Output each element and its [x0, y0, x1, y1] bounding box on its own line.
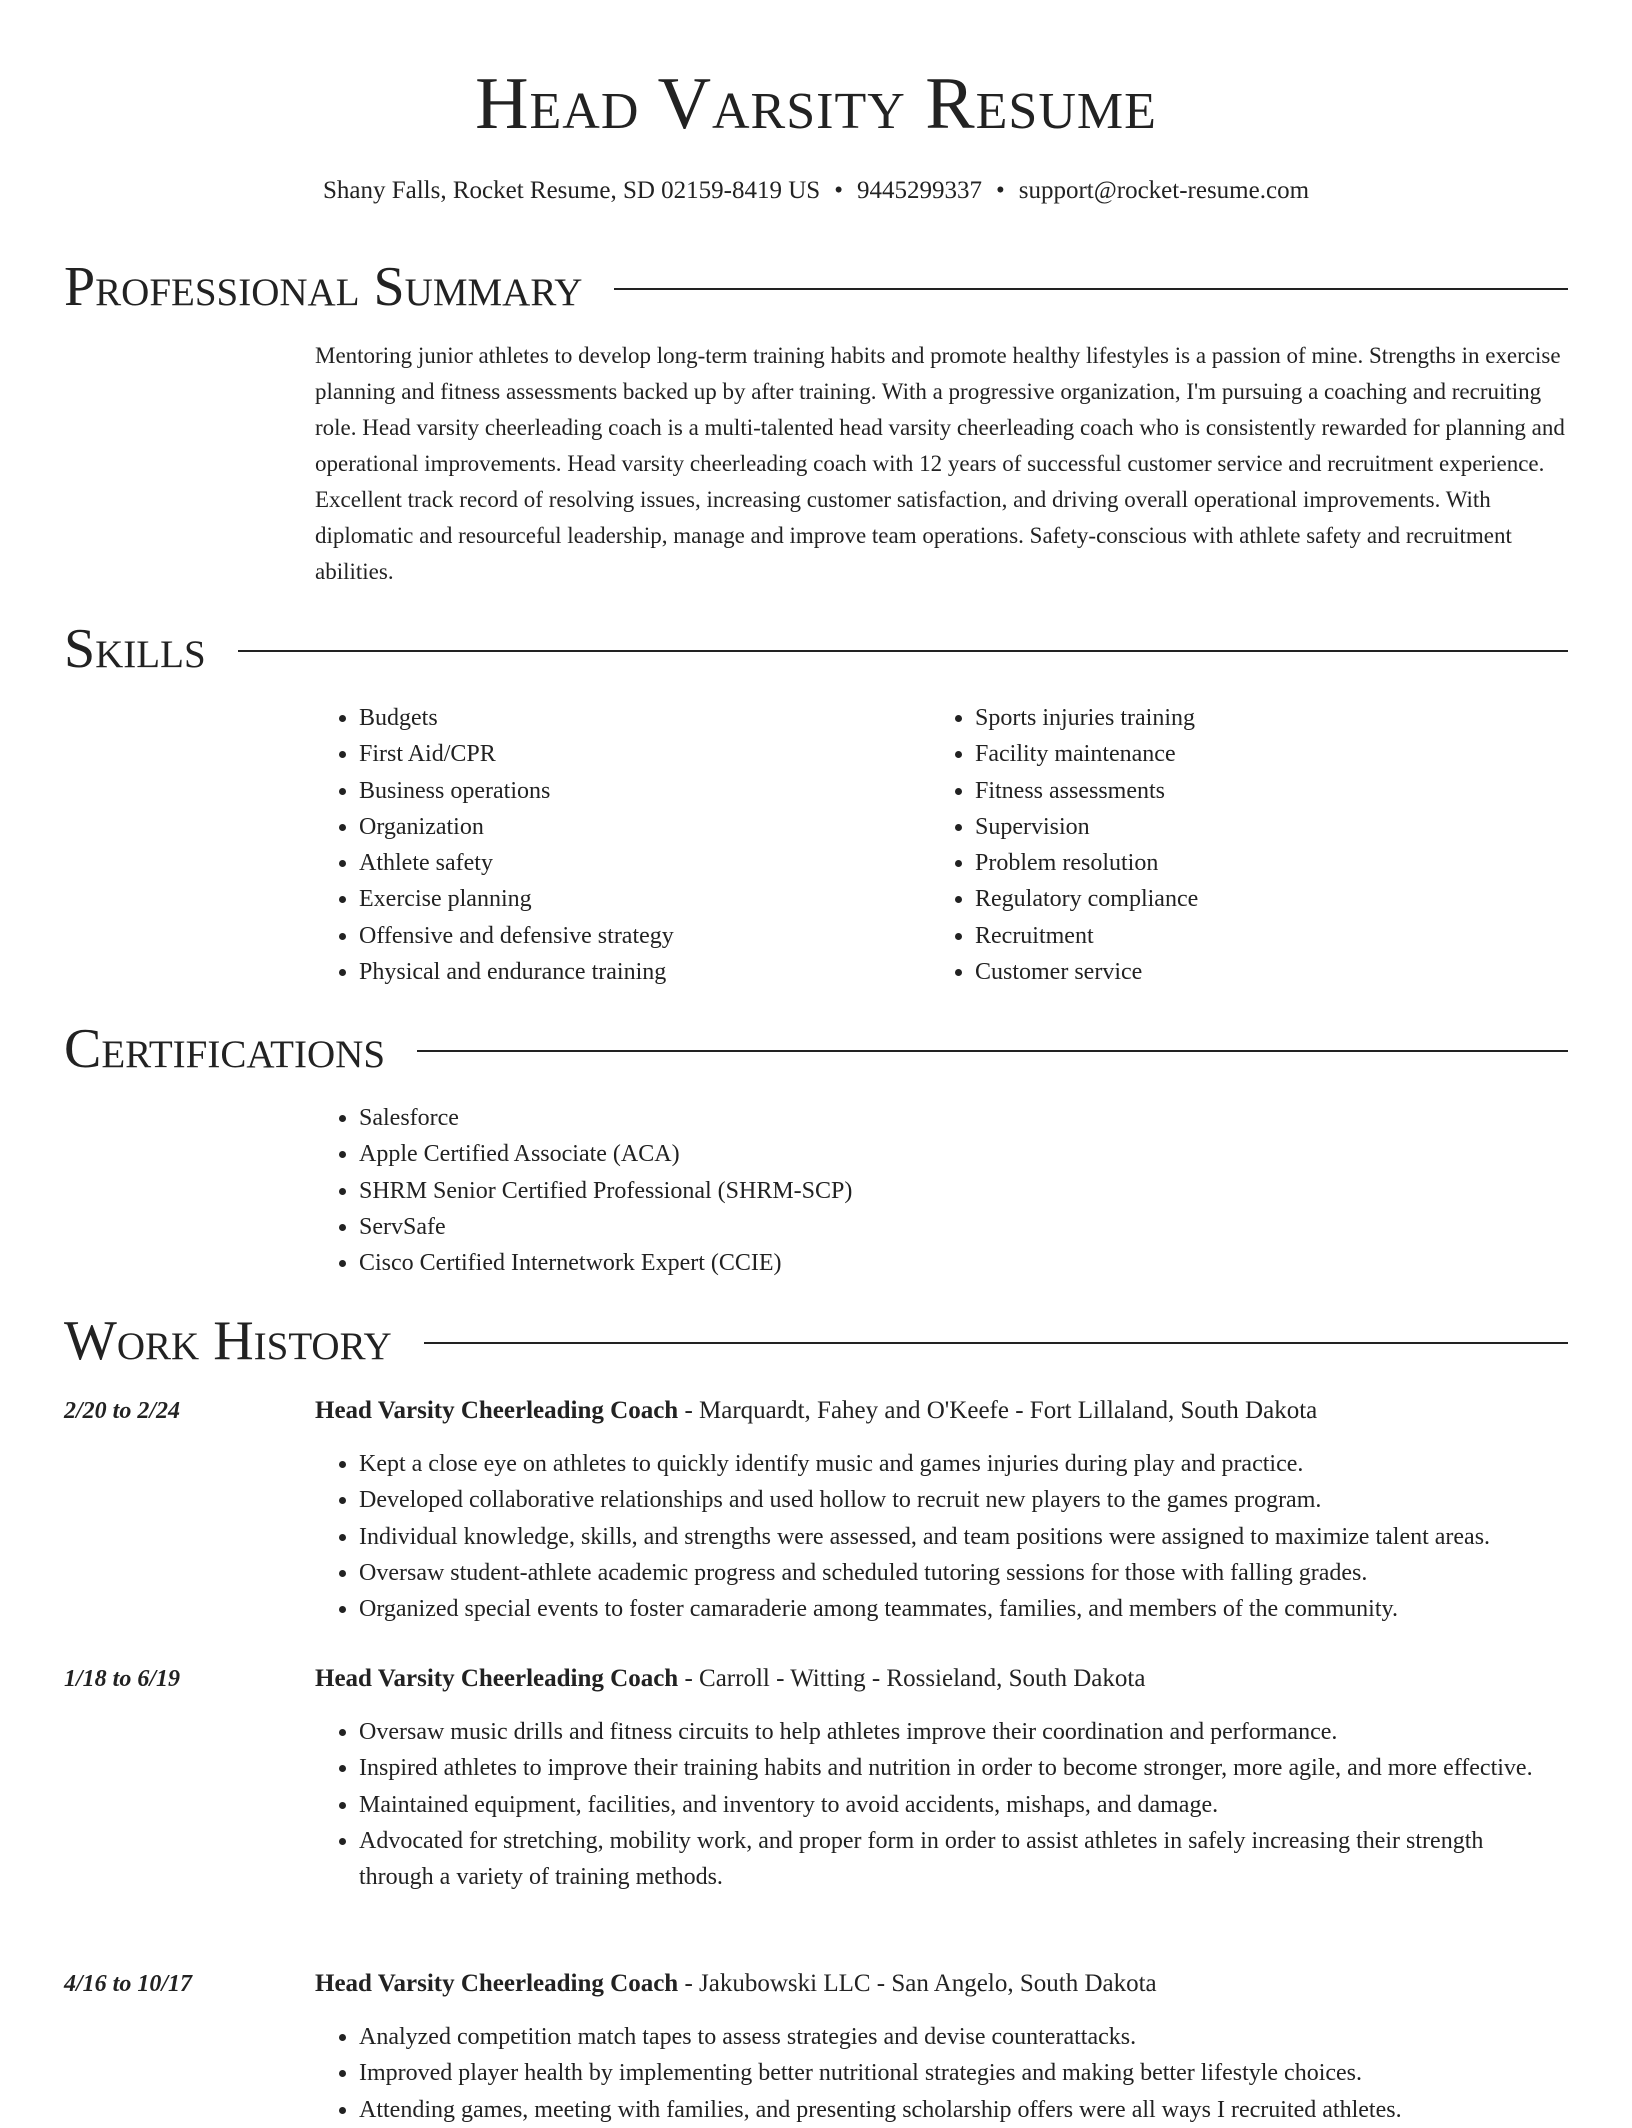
list-item: • Budgets: [359, 700, 915, 736]
email: support@rocket-resume.com: [1018, 177, 1310, 204]
job-role: Head Varsity Cheerleading Coach: [315, 1970, 679, 1997]
job-employer-location: - Jakubowski LLC - San Angelo, South Dakota: [678, 1970, 1157, 1997]
section-title: Skills: [64, 618, 206, 680]
certifications-list: [315, 1100, 1315, 1281]
resume-title: Head Varsity Resume: [475, 63, 1157, 145]
job-role: Head Varsity Cheerleading Coach: [315, 1665, 679, 1692]
list-item: • Physical and endurance training: [359, 954, 915, 990]
section-header-summary: [64, 256, 1568, 318]
list-item: • Advocated for stretching, mobility work, and proper form in order to assist athletes in safely increasing their strength through a variety of training methods.: [359, 1823, 1559, 1896]
list-item: • Offensive and defensive strategy: [359, 918, 915, 954]
list-item: • Customer service: [975, 954, 1531, 990]
section-title: Work History: [64, 1310, 392, 1372]
list-item: • Analyzed competition match tapes to assess strategies and devise counterattacks.: [359, 2019, 1559, 2055]
section-header-skills: [64, 618, 1568, 680]
work-title-line: [315, 1967, 1568, 2001]
list-item: • Oversaw student-athlete academic progress and scheduled tutoring sessions for those with falling grades.: [359, 1555, 1559, 1591]
section-divider: [424, 1342, 1568, 1344]
list-item: • Athlete safety: [359, 845, 915, 881]
list-item: • Developed collaborative relationships and used hollow to recruit new players to the games program.: [359, 1482, 1559, 1518]
list-item: • Cisco Certified Internetwork Expert (CCIE): [359, 1245, 1315, 1281]
address: Shany Falls, Rocket Resume, SD 02159-8419 US: [322, 177, 821, 204]
list-item: • Organization: [359, 809, 915, 845]
certifications-block: [315, 1100, 1315, 1281]
section-title: Professional Summary: [64, 256, 583, 318]
list-item: • ServSafe: [359, 1209, 1315, 1245]
section-divider: [417, 1050, 1568, 1052]
list-item: • Regulatory compliance: [975, 881, 1531, 917]
work-bullets: [315, 1446, 1559, 1627]
list-item: • Attending games, meeting with families, and presenting scholarship offers were all ways I recruited athletes.: [359, 2092, 1559, 2128]
section-header-work-history: [64, 1310, 1568, 1372]
list-item: • Kept a close eye on athletes to quickly identify music and games injuries during play and practice.: [359, 1446, 1559, 1482]
section-divider: [614, 288, 1568, 290]
list-item: • Sports injuries training: [975, 700, 1531, 736]
phone: 9445299337: [856, 177, 982, 204]
job-employer-location: - Marquardt, Fahey and O'Keefe - Fort Lillaland, South Dakota: [678, 1397, 1318, 1424]
list-item: • Supervision: [975, 809, 1531, 845]
list-item: • Salesforce: [359, 1100, 1315, 1136]
job-employer-location: - Carroll - Witting - Rossieland, South Dakota: [678, 1665, 1146, 1692]
list-item: • Individual knowledge, skills, and strengths were assessed, and team positions were assigned to maximize talent areas.: [359, 1519, 1559, 1555]
section-title: Certifications: [64, 1018, 386, 1080]
list-item: • Recruitment: [975, 918, 1531, 954]
summary-text: Mentoring junior athletes to develop long-term training habits and promote healthy lifestyles is a passion of mine. Strengths in exercise planning and fitness assessments backed up by after training. With a progressive organization, I'm pursuing a coaching and recruiting role. Head varsity cheerleading coach is a multi-talented head varsity cheerleading coach who is consistently rewarded for planning and operational improvements. Head varsity cheerleading coach with 12 years of successful customer service and recruitment experience. Excellent track record of resolving issues, increasing customer satisfaction, and driving overall operational improvements. With diplomatic and resourceful leadership, manage and improve team operations. Safety-conscious with athlete safety and recruitment abilities.: [315, 343, 1565, 584]
section-divider: [238, 650, 1568, 652]
list-item: • First Aid/CPR: [359, 736, 915, 772]
work-title-line: [315, 1662, 1568, 1696]
skills-right-column: [931, 700, 1531, 990]
skills-left-column: [315, 700, 915, 990]
separator: •: [995, 177, 1005, 204]
separator: •: [834, 177, 843, 204]
contact-line: [0, 174, 1632, 208]
list-item: • Improved player health by implementing better nutritional strategies and making better lifestyle choices.: [359, 2055, 1559, 2091]
list-item: • Problem resolution: [975, 845, 1531, 881]
work-bullets: [315, 1714, 1559, 1895]
work-title-line: [315, 1394, 1568, 1428]
list-item: • Inspired athletes to improve their training habits and nutrition in order to become stronger, more agile, and more effective.: [359, 1750, 1559, 1786]
section-header-certifications: [64, 1018, 1568, 1080]
work-dates: 1/18 to 6/19: [64, 1666, 181, 1692]
job-role: Head Varsity Cheerleading Coach: [315, 1397, 679, 1424]
list-item: • Business operations: [359, 773, 915, 809]
list-item: • Exercise planning: [359, 881, 915, 917]
work-dates: 4/16 to 10/17: [64, 1971, 193, 1997]
list-item: • Apple Certified Associate (ACA): [359, 1136, 1315, 1172]
skills-list: [315, 700, 915, 990]
list-item: • Maintained equipment, facilities, and inventory to avoid accidents, mishaps, and damage.: [359, 1787, 1559, 1823]
work-dates: 2/20 to 2/24: [64, 1398, 181, 1424]
list-item: • Organized special events to foster camaraderie among teammates, families, and members of the community.: [359, 1591, 1559, 1627]
list-item: • Facility maintenance: [975, 736, 1531, 772]
list-item: • Oversaw music drills and fitness circuits to help athletes improve their coordination and performance.: [359, 1714, 1559, 1750]
list-item: • SHRM Senior Certified Professional (SHRM-SCP): [359, 1173, 1315, 1209]
list-item: • Fitness assessments: [975, 773, 1531, 809]
skills-list: [931, 700, 1531, 990]
